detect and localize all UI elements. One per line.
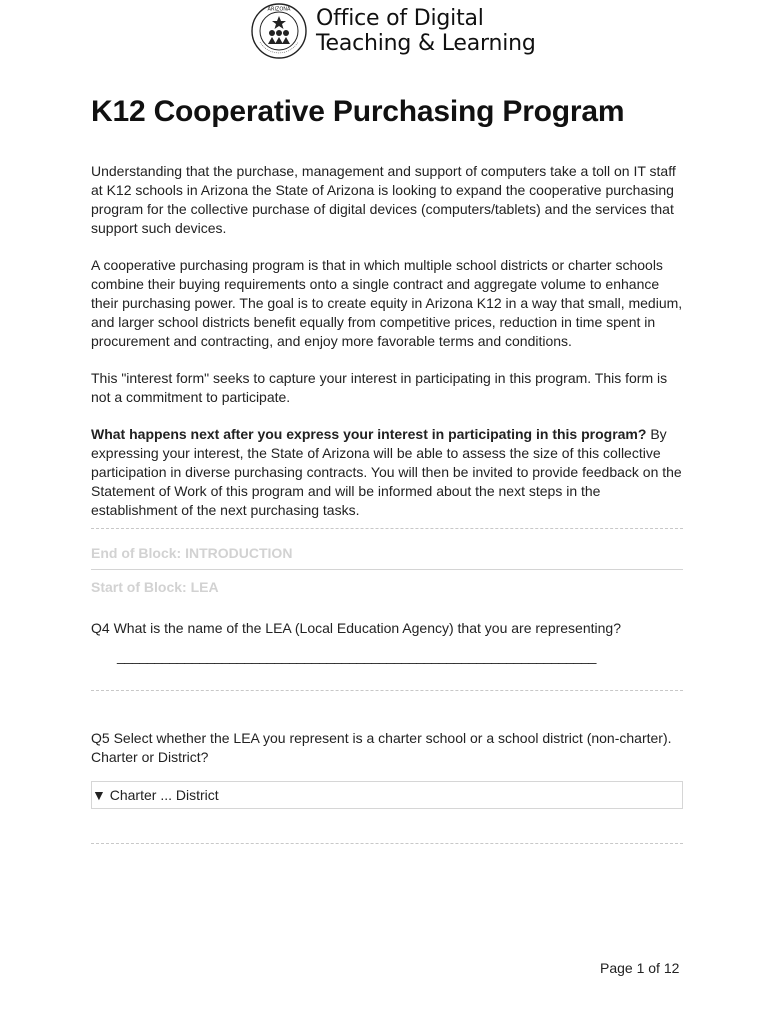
page-title: K12 Cooperative Purchasing Program — [91, 95, 625, 128]
q5-charter-district-dropdown[interactable]: ▼ Charter ... District — [91, 781, 683, 809]
question-divider — [91, 843, 683, 844]
question-q4: Q4 What is the name of the LEA (Local Education Agency) that you are representing? — [91, 620, 621, 636]
cooperative-definition-paragraph: A cooperative purchasing program is that in which multiple school districts or charter schools combine their buying requirements onto a single contract and aggregate volume to enhance their purchasing power. The goal is to create equity in Arizona K12 in a way that small, medium, and larger school districts benefit equally from competitive prices, reduction in time spent in procurement and contracting, and enjoy more favorable terms and conditions. — [91, 257, 683, 349]
question-divider — [91, 690, 683, 691]
org-name-line1: Office of Digital — [316, 6, 484, 31]
next-steps-text: By expressing your interest, the State of Arizona will be able to assess the size of this collective participation in diverse purchasing contracts. You will then be invited to provide feedback on the Statement of Work of this program and will be informed about the next steps in the establishment of the next purchasing tasks. — [91, 426, 682, 518]
arizona-education-seal-icon — [250, 2, 308, 60]
interest-form-paragraph: This "interest form" seeks to capture your interest in participating in this program. This form is not a commitment to participate. — [91, 370, 668, 405]
seal-text: ARIZONA — [267, 6, 291, 13]
q5-line1: Q5 Select whether the LEA you represent is a charter school or a school district (non-charter). — [91, 730, 672, 746]
document-header — [250, 0, 536, 62]
start-of-block-label: Start of Block: LEA — [91, 579, 219, 595]
q4-answer-field[interactable]: ________________________________________________________________ — [117, 648, 597, 664]
intro-paragraph: Understanding that the purchase, management and support of computers take a toll on IT staff at K12 schools in Arizona the State of Arizona is looking to expand the cooperative purchasing program for the collective purchase of digital devices (computers/tablets) and the services that support such devices. — [91, 163, 676, 236]
org-name — [316, 6, 536, 56]
question-q5 — [91, 729, 683, 767]
page-number: Page 1 of 12 — [600, 960, 680, 976]
next-steps-paragraph — [91, 425, 683, 520]
end-of-block-label: End of Block: INTRODUCTION — [91, 545, 293, 561]
q5-line2: Charter or District? — [91, 749, 209, 765]
next-steps-heading: What happens next after you express your interest in participating in this program? — [91, 426, 647, 442]
block-divider — [91, 528, 683, 529]
block-separator — [91, 569, 683, 570]
org-name-line2: Teaching & Learning — [316, 31, 536, 56]
document-body — [91, 92, 683, 844]
